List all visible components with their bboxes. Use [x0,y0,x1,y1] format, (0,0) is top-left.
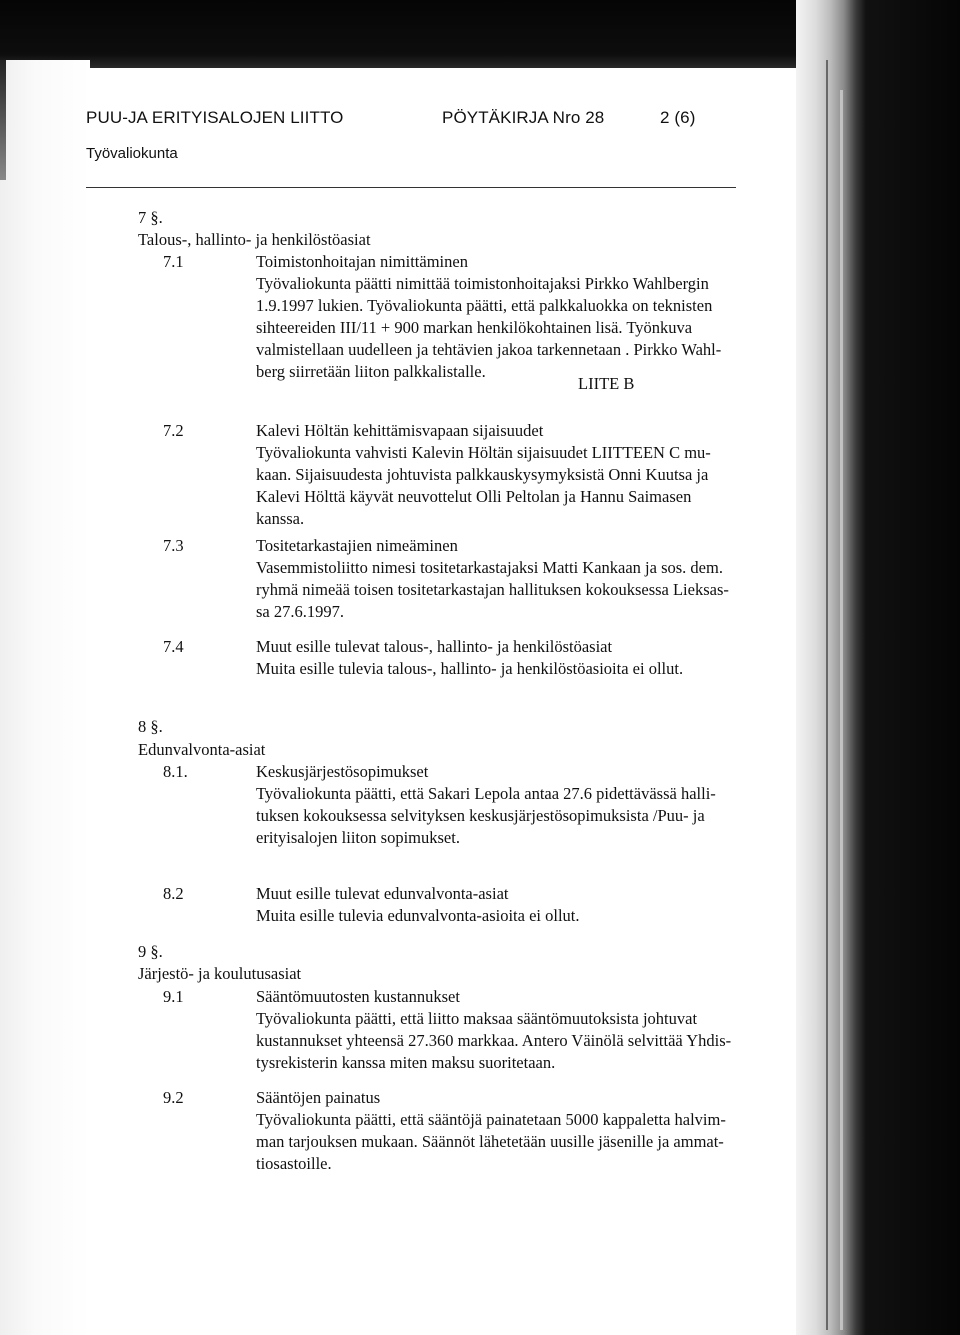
item-number: 9.2 [163,1088,184,1107]
item-content [256,986,731,1074]
item-content [256,251,721,383]
section-number: 8 §. [138,717,163,736]
attachment-reference: LIITE B [578,374,635,393]
item-heading: Keskusjärjestösopimukset [256,762,429,781]
item-line: tuksen kokouksessa selvityksen keskusjärjestösopimuksista /Puu- ja [256,806,705,825]
item-line: Työvaliokunta päätti nimittää toimistonhoitajaksi Pirkko Wahlbergin [256,274,709,293]
header-organization: PUU-JA ERITYISALOJEN LIITTO [86,108,344,127]
section-number: 7 §. [138,208,163,227]
item-heading: Tositetarkastajien nimeäminen [256,536,458,555]
item-content [256,761,716,849]
item-line: 1.9.1997 lukien. Työvaliokunta päätti, että palkkaluokka on teknisten [256,296,713,315]
item-line: Muita esille tulevia edunvalvonta-asioita ei ollut. [256,906,580,925]
item-line: valmistellaan uudelleen ja tehtävien jakoa tarkennetaan . Pirkko Wahl- [256,340,722,359]
item-number: 7.1 [163,252,184,271]
item-heading: Kalevi Höltän kehittämisvapaan sijaisuudet [256,421,544,440]
item-line: Työvaliokunta vahvisti Kalevin Höltän sijaisuudet LIITTEEN C mu- [256,443,711,462]
item-line: Työvaliokunta päätti, että liitto maksaa sääntömuutoksista johtuvat [256,1009,698,1028]
item-line: ryhmä nimeää toisen tositetarkastajan hallituksen kokouksessa Lieksas- [256,580,729,599]
item-line: kanssa. [256,509,305,528]
section-number: 9 §. [138,942,163,961]
item-number: 8.1. [163,762,188,781]
item-content [256,1087,726,1175]
item-line: sa 27.6.1997. [256,602,344,621]
item-line: Muita esille tulevia talous-, hallinto- ja henkilöstöasioita ei ollut. [256,659,684,678]
item-line: berg siirretään liiton palkkalistalle. [256,362,486,381]
section-title: Järjestö- ja koulutusasiat [138,964,302,983]
header-page-number: 2 (6) [660,108,696,127]
item-number: 7.3 [163,536,184,555]
item-line: sihteereiden III/11 + 900 markan henkilökohtainen lisä. Työnkuva [256,318,693,337]
header-divider [86,187,736,188]
section-title: Talous-, hallinto- ja henkilöstöasiat [138,230,371,249]
item-heading: Toimistonhoitajan nimittäminen [256,252,468,271]
item-heading: Sääntömuutosten kustannukset [256,987,460,1006]
item-number: 7.4 [163,637,184,656]
item-heading: Muut esille tulevat edunvalvonta-asiat [256,884,509,903]
item-content [256,535,729,623]
item-content [256,420,711,530]
item-number: 8.2 [163,884,184,903]
item-content [256,636,683,680]
item-content [256,883,580,927]
item-heading: Sääntöjen painatus [256,1088,381,1107]
item-number: 7.2 [163,421,184,440]
header-document-title: PÖYTÄKIRJA Nro 28 [442,108,605,127]
item-line: erityisalojen liiton sopimukset. [256,828,460,847]
section-title: Edunvalvonta-asiat [138,740,266,759]
item-line: kustannukset yhteensä 27.360 markkaa. Antero Väinölä selvittää Yhdis- [256,1031,732,1050]
item-line: Vasemmistoliitto nimesi tositetarkastajaksi Matti Kankaan ja sos. dem. [256,558,723,577]
item-line: tiosastoille. [256,1154,332,1173]
item-line: kaan. Sijaisuudesta johtuvista palkkauskysymyksistä Onni Kuutsa ja [256,465,709,484]
item-line: Työvaliokunta päätti, että sääntöjä painatetaan 5000 kappaletta halvim- [256,1110,726,1129]
item-line: Työvaliokunta päätti, että Sakari Lepola antaa 27.6 pidettävässä halli- [256,784,716,803]
item-number: 9.1 [163,987,184,1006]
header-committee: Työvaliokunta [86,145,178,162]
item-line: tysrekisterin kanssa miten maksu suoritetaan. [256,1053,556,1072]
item-heading: Muut esille tulevat talous-, hallinto- ja henkilöstöasiat [256,637,613,656]
item-line: Kalevi Hölttä käyvät neuvottelut Olli Peltolan ja Hannu Saimasen [256,487,692,506]
item-line: man tarjouksen mukaan. Säännöt lähetetään uusille jäsenille ja ammat- [256,1132,724,1151]
